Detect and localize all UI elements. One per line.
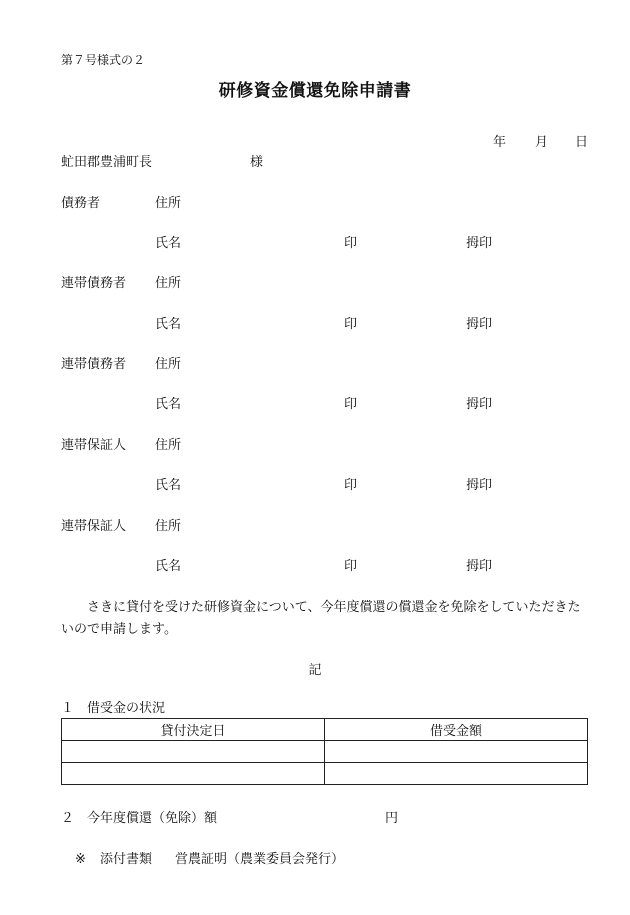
party-seal-label: 印 (344, 397, 358, 412)
party-thumbprint-label: 拇印 (466, 236, 493, 251)
party-role: 債務者 (61, 196, 101, 211)
party-address-label: 住所 (155, 519, 182, 534)
table-cell[interactable] (325, 741, 588, 763)
party-seal-label: 印 (344, 236, 358, 251)
party-seal-label: 印 (344, 317, 358, 332)
table-row (62, 741, 588, 763)
request-statement (61, 597, 591, 641)
party-name-label: 氏名 (155, 397, 182, 412)
party-seal-label: 印 (344, 559, 358, 574)
table-cell[interactable] (325, 763, 588, 785)
party-role: 連帯債務者 (61, 357, 127, 372)
party-name-label: 氏名 (155, 236, 182, 251)
note-mark: ※ (75, 852, 86, 867)
addressee-honorific: 様 (250, 155, 264, 170)
addressee-name: 虻田郡豊浦町長 (61, 155, 153, 170)
table-cell[interactable] (62, 741, 325, 763)
request-statement-text: さきに貸付を受けた研修資金について、今年度償還の償還金を免除をしていただきたいので申請します。 (61, 600, 581, 637)
column-header-loan-decision-date: 貸付決定日 (62, 719, 325, 741)
date-month: 月 (535, 135, 549, 150)
party-address-label: 住所 (155, 196, 182, 211)
column-header-loan-amount: 借受金額 (325, 719, 588, 741)
attachments-text: 営農証明（農業委員会発行） (175, 852, 345, 867)
table-row (62, 763, 588, 785)
party-address-label: 住所 (155, 357, 182, 372)
party-thumbprint-label: 拇印 (466, 397, 493, 412)
form-number: 第７号様式の２ (61, 53, 146, 67)
table-cell[interactable] (62, 763, 325, 785)
section2-heading: ２ 今年度償還（免除）額 (61, 811, 218, 826)
party-address-label: 住所 (155, 276, 182, 291)
loan-status-table (61, 718, 588, 785)
party-role: 連帯債務者 (61, 276, 127, 291)
date-day: 日 (575, 135, 589, 150)
party-thumbprint-label: 拇印 (466, 478, 493, 493)
date-year: 年 (493, 135, 507, 150)
party-seal-label: 印 (344, 478, 358, 493)
party-role: 連帯保証人 (61, 519, 127, 534)
party-thumbprint-label: 拇印 (466, 317, 493, 332)
attachments-label: 添付書類 (100, 852, 153, 867)
section1-heading: １ 借受金の状況 (61, 701, 166, 716)
party-role: 連帯保証人 (61, 438, 127, 453)
table-header-row (62, 719, 588, 741)
party-name-label: 氏名 (155, 559, 182, 574)
party-name-label: 氏名 (155, 478, 182, 493)
ki-label: 記 (308, 663, 322, 678)
party-address-label: 住所 (155, 438, 182, 453)
document-title: 研修資金償還免除申請書 (218, 81, 412, 101)
section2-unit: 円 (385, 811, 399, 826)
party-thumbprint-label: 拇印 (466, 559, 493, 574)
party-name-label: 氏名 (155, 317, 182, 332)
